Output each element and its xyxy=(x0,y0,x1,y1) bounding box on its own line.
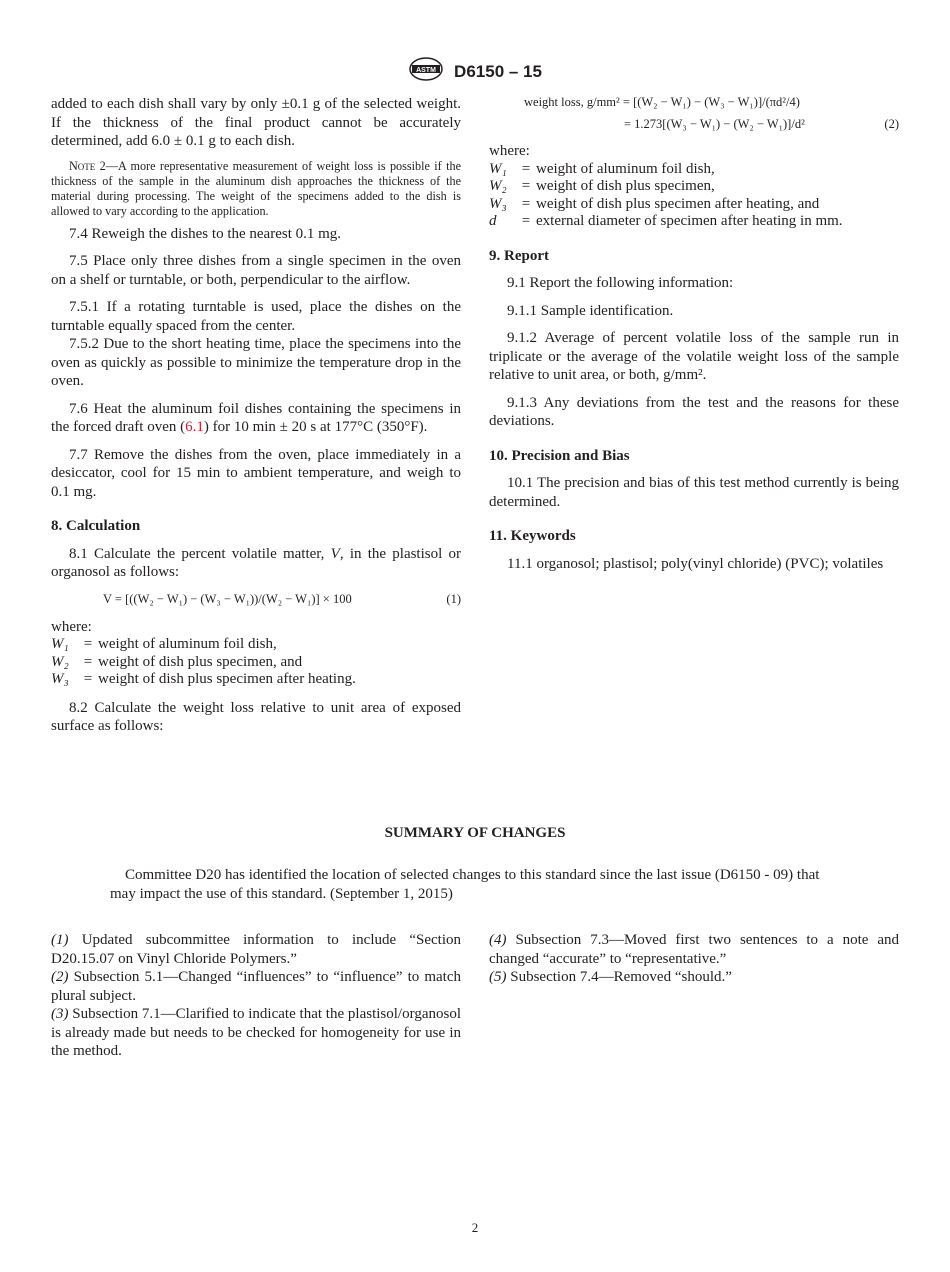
paragraph-9-1-1: 9.1.1 Sample identification. xyxy=(507,302,674,319)
section-9-heading: 9. Report xyxy=(489,247,549,264)
change-text: Subsection 5.1—Changed “influences” to “influence” to match plural subject. xyxy=(51,969,461,1004)
section-8-heading: 8. Calculation xyxy=(51,518,141,534)
definition-list xyxy=(489,161,899,231)
paragraph-10-1: 10.1 The precision and bias of this test method currently is being determined. xyxy=(489,475,899,510)
paragraph-7-4: 7.4 Reweigh the dishes to the nearest 0.1 mg. xyxy=(69,225,342,242)
changes-left-column xyxy=(51,931,461,1061)
change-text: Updated subcommittee information to include “Section D20.15.07 on Vinyl Chloride Polymers.” xyxy=(51,932,461,967)
change-item xyxy=(489,931,899,968)
equation-1-body: V = [((W₂ − W₁) − (W₃ − W₁))/(W₂ − W₁)] × 100 xyxy=(103,591,352,606)
def-text: weight of aluminum foil dish, xyxy=(536,160,715,177)
summary-title: SUMMARY OF CHANGES xyxy=(384,825,566,841)
def-text: weight of aluminum foil dish, xyxy=(98,636,277,652)
paragraph-9-1-3: 9.1.3 Any deviations from the test and the reasons for these deviations. xyxy=(489,394,899,429)
changes-right-column xyxy=(489,931,899,987)
equation-2-number: (2) xyxy=(884,117,899,131)
definition-row: W₁ = weight of aluminum foil dish, xyxy=(489,161,899,179)
note-text: —A more representative measurement of weight loss is possible if the thickness of the sample in the aluminum dish approaches the thickness of the material during processing. The weight of the specimens added to the dish is allowed to vary according to the application. xyxy=(51,158,461,218)
change-number: (3) xyxy=(51,1006,69,1022)
definition-list xyxy=(51,636,461,689)
paragraph-11-1: 11.1 organosol; plastisol; poly(vinyl chloride) (PVC); volatiles xyxy=(507,555,884,572)
section-6-1-link[interactable]: 6.1 xyxy=(185,419,204,435)
definition-row: d = external diameter of specimen after heating in mm. xyxy=(489,213,899,231)
change-number: (2) xyxy=(51,969,69,985)
equation-1 xyxy=(51,590,461,608)
equation-1-number: (1) xyxy=(446,591,461,606)
equation-2 xyxy=(489,92,899,136)
change-number: (1) xyxy=(51,932,69,948)
paragraph-continuation: added to each dish shall vary by only ±0.1 g of the selected weight. If the thickness of the final product cannot be accurately determined, add 6.0 ± 0.1 g to each dish. xyxy=(51,96,461,149)
where-label: where: xyxy=(51,618,92,635)
paragraph-9-1-2: 9.1.2 Average of percent volatile loss of the sample run in triplicate or the average of the volatile weight loss of the sample relative to unit area, or both, g/mm². xyxy=(489,330,899,383)
where-label: where: xyxy=(489,143,530,159)
change-number: (4) xyxy=(489,932,507,948)
equation-2-line-1: weight loss, g/mm² = [(W₂ − W₁) − (W₃ − W₁)]/(πd²/4) xyxy=(524,95,800,109)
page-number: 2 xyxy=(471,1220,479,1235)
p76-text-a: 7.6 Heat the aluminum foil dishes containing the specimens in the forced draft oven ( xyxy=(51,400,461,435)
summary-intro: Committee D20 has identified the location of selected changes to this standard since the last issue (D6150 - 09) that may impact the use of this standard. (September 1, 2015) xyxy=(110,867,820,902)
def-symbol: d xyxy=(489,213,497,229)
astm-logo-icon xyxy=(408,56,444,87)
paragraph-9-1: 9.1 Report the following information: xyxy=(507,275,734,291)
section-10-heading: 10. Precision and Bias xyxy=(489,447,630,464)
def-text: weight of dish plus specimen after heating. xyxy=(98,671,356,687)
def-symbol: W₃ xyxy=(489,195,507,212)
def-symbol: W₁ xyxy=(51,636,69,652)
logo-text: ASTM xyxy=(416,66,436,74)
change-item xyxy=(51,968,461,1005)
def-symbol: W₁ xyxy=(489,160,507,177)
paragraph-7-7: 7.7 Remove the dishes from the oven, place immediately in a desiccator, cool for 15 min to ambient temperature, and weigh to 0.1 mg. xyxy=(51,446,461,500)
change-text: Subsection 7.1—Clarified to indicate that the plastisol/organosol is already made but needs to be checked for homogeneity for use in the method. xyxy=(51,1006,461,1059)
section-11-heading: 11. Keywords xyxy=(489,528,576,544)
def-symbol: W₃ xyxy=(51,671,69,687)
change-item xyxy=(489,968,899,987)
p81-var: V xyxy=(330,545,340,562)
equation-2-line-2: = 1.273[(W₃ − W₁) − (W₂ − W₁)]/d² xyxy=(624,117,805,131)
definition-row: W₁ = weight of aluminum foil dish, xyxy=(51,636,461,654)
definition-row: W₂ = weight of dish plus specimen, xyxy=(489,178,899,196)
p81-text-b: , in the plastisol or organosol as follows: xyxy=(51,545,461,580)
def-symbol: W₂ xyxy=(489,178,507,194)
change-text: Subsection 7.4—Removed “should.” xyxy=(506,969,732,985)
paragraph-7-6 xyxy=(51,400,461,437)
def-text: weight of dish plus specimen, and xyxy=(98,653,303,670)
def-text: external diameter of specimen after heating in mm. xyxy=(536,213,843,229)
definition-row: W₃ = weight of dish plus specimen after heating, and xyxy=(489,196,899,214)
change-item xyxy=(51,931,461,968)
paragraph-7-5: 7.5 Place only three dishes from a single specimen in the oven on a shelf or turntable, or both, perpendicular to the airflow. xyxy=(51,253,461,288)
definition-row: W₂ = weight of dish plus specimen, and xyxy=(51,654,461,672)
paragraph-7-5-2: 7.5.2 Due to the short heating time, place the specimens into the oven as quickly as possible to minimize the temperature drop in the oven. xyxy=(51,336,461,389)
page-header xyxy=(0,56,950,87)
paragraph-7-5-1: 7.5.1 If a rotating turntable is used, place the dishes on the turntable equally spaced from the center. xyxy=(51,299,461,334)
def-symbol: W₂ xyxy=(51,653,69,670)
note-label: Note 2 xyxy=(69,158,106,173)
note-2 xyxy=(51,159,461,219)
paragraph-8-2: 8.2 Calculate the weight loss relative to unit area of exposed surface as follows: xyxy=(51,699,461,734)
change-number: (5) xyxy=(489,969,507,985)
change-text: Subsection 7.3—Moved first two sentences to a note and changed “accurate” to “representative.” xyxy=(489,932,899,967)
paragraph-8-1 xyxy=(51,545,461,582)
def-text: weight of dish plus specimen, xyxy=(536,178,715,194)
document-id: D6150 – 15 xyxy=(454,61,542,81)
p76-text-b: ) for 10 min ± 20 s at 177°C (350°F). xyxy=(203,419,428,435)
right-column xyxy=(489,95,899,582)
change-item xyxy=(51,1005,461,1061)
left-column xyxy=(51,95,461,745)
p81-text-a: 8.1 Calculate the percent volatile matter, xyxy=(69,545,331,562)
def-text: weight of dish plus specimen after heating, and xyxy=(536,195,820,212)
definition-row: W₃ = weight of dish plus specimen after heating. xyxy=(51,671,461,689)
